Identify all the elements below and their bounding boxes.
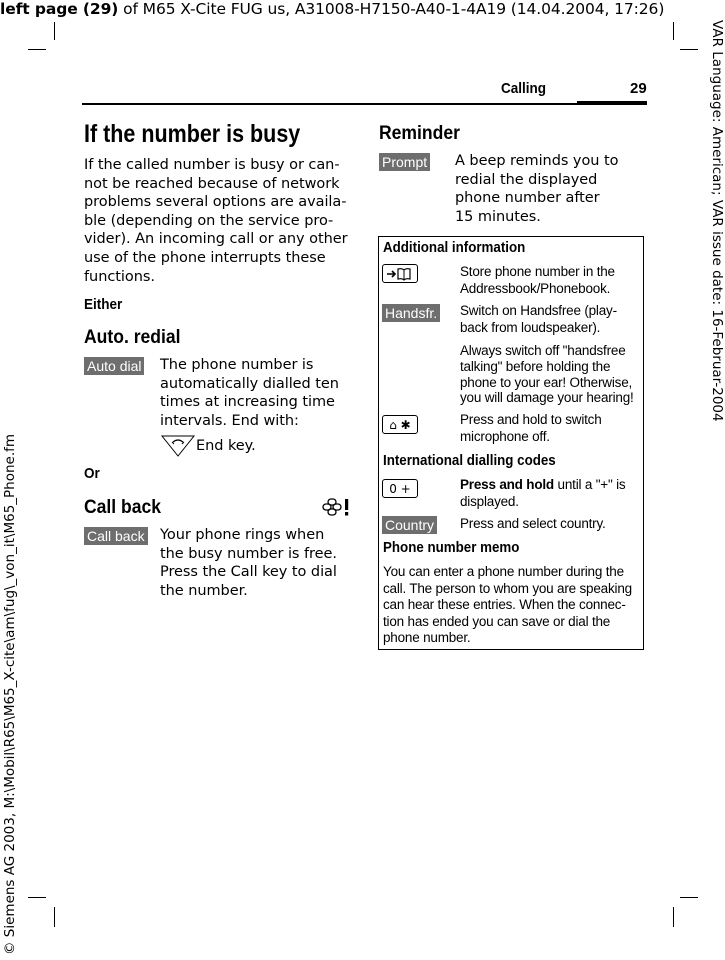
zero-plus-glyph: 0 + bbox=[389, 481, 411, 496]
end-key-icon bbox=[160, 434, 196, 458]
reminder-line: redial the displayed bbox=[455, 171, 598, 188]
memo-line: You can enter a phone number during the bbox=[383, 564, 624, 579]
handsfree-softkey bbox=[382, 303, 440, 322]
auto-dial-softkey bbox=[84, 356, 144, 375]
section-heading-busy: If the number is busy bbox=[84, 120, 301, 148]
print-meta-prefix: left page (29) bbox=[0, 0, 119, 18]
auto-redial-line: times at increasing time bbox=[160, 394, 335, 411]
auto-redial-heading: Auto. redial bbox=[84, 326, 181, 348]
info-line: microphone off. bbox=[460, 428, 550, 444]
header-rule-accent bbox=[577, 101, 647, 105]
prompt-softkey bbox=[379, 152, 430, 171]
memo-line: can hear these entries. When the connec- bbox=[383, 597, 626, 612]
intro-line: ble (depending on the service pro- bbox=[84, 212, 334, 229]
intro-paragraph bbox=[84, 156, 354, 286]
info-line bbox=[460, 477, 642, 494]
warning-line: phone to your ear! Otherwise, bbox=[460, 374, 633, 390]
crop-mark bbox=[680, 49, 698, 50]
zero-plus-key-icon bbox=[382, 479, 418, 498]
reminder-line: A beep reminds you to bbox=[455, 153, 619, 169]
memo-text bbox=[383, 564, 641, 647]
or-label: Or bbox=[84, 465, 100, 482]
running-header-title: Calling bbox=[501, 80, 547, 97]
prompt-softkey-label: Prompt bbox=[379, 153, 430, 171]
intro-line: use of the phone interrupts these bbox=[84, 249, 326, 266]
crop-mark bbox=[680, 897, 698, 898]
call-back-softkey bbox=[84, 526, 148, 545]
country-softkey bbox=[382, 515, 437, 534]
info-line: Switch on Handsfree (play- bbox=[460, 303, 617, 318]
memo-line: phone number. bbox=[383, 630, 471, 645]
call-back-line: the busy number is free. bbox=[160, 545, 337, 562]
intro-line: If the called number is busy or can- bbox=[84, 157, 340, 173]
header-rule bbox=[82, 103, 647, 105]
country-softkey-label: Country bbox=[382, 516, 437, 534]
crop-mark bbox=[673, 907, 674, 927]
country-text: Press and select country. bbox=[460, 516, 606, 531]
either-label: Either bbox=[84, 296, 123, 313]
memo-title: Phone number memo bbox=[383, 540, 520, 556]
crop-mark bbox=[673, 22, 674, 40]
crop-mark bbox=[54, 22, 55, 40]
info-line: Press and hold to switch bbox=[460, 412, 602, 427]
print-meta-line bbox=[0, 0, 664, 18]
reminder-line: 15 minutes. bbox=[455, 208, 541, 225]
intro-line: vider). An incoming call or any other bbox=[84, 231, 348, 248]
print-meta-rest: of M65 X-Cite FUG us, A31008-H7150-A40-1-4A19 (14.04.2004, 17:26) bbox=[118, 0, 665, 18]
reminder-text bbox=[455, 152, 645, 226]
auto-redial-line: The phone number is bbox=[160, 357, 314, 373]
reminder-heading: Reminder bbox=[379, 122, 460, 144]
var-language-text: VAR Language: American; VAR issue date: 16-Februar-2004 bbox=[709, 20, 725, 422]
info-line: Addressbook/Phonebook. bbox=[460, 280, 611, 296]
mic-off-text bbox=[460, 412, 642, 445]
info-line: Store phone number in the bbox=[460, 264, 615, 279]
memo-line: call. The person to whom you are speaking bbox=[383, 580, 632, 596]
end-key-label: End key. bbox=[196, 437, 256, 454]
intro-line: not be reached because of network bbox=[84, 175, 340, 192]
zero-key-rest: until a "+" is bbox=[553, 477, 626, 492]
warning-line: you will damage your hearing! bbox=[460, 390, 634, 406]
auto-redial-line: automatically dialled ten bbox=[160, 375, 339, 392]
call-back-text bbox=[160, 526, 360, 600]
zero-key-text bbox=[460, 477, 642, 510]
call-back-softkey-label: Call back bbox=[84, 527, 148, 545]
handsfree-softkey-label: Handsfr. bbox=[382, 304, 440, 322]
zero-key-bold: Press and hold bbox=[460, 477, 554, 492]
additional-info-title: Additional information bbox=[383, 240, 526, 256]
info-line: displayed. bbox=[460, 493, 519, 509]
store-number-text bbox=[460, 264, 642, 297]
star-key-glyph: ⌂ ✱ bbox=[389, 417, 411, 432]
crop-mark bbox=[28, 49, 46, 50]
call-back-heading: Call back bbox=[84, 496, 162, 518]
call-back-line: Your phone rings when bbox=[160, 527, 325, 543]
handsfree-warning bbox=[460, 343, 642, 406]
crop-mark bbox=[54, 907, 55, 927]
reminder-line: phone number after bbox=[455, 190, 600, 207]
network-service-icon bbox=[322, 497, 352, 523]
page-number: 29 bbox=[630, 80, 647, 97]
auto-dial-softkey-label: Auto dial bbox=[84, 357, 144, 375]
info-line: back from loudspeaker). bbox=[460, 319, 601, 335]
end-key-instruction bbox=[160, 434, 256, 458]
call-back-line: Press the Call key to dial bbox=[160, 564, 337, 581]
file-path-note bbox=[0, 0, 20, 960]
warning-line: Always switch off "handsfree bbox=[460, 343, 626, 358]
warning-line: talking" before holding the bbox=[460, 358, 611, 374]
star-key-icon bbox=[382, 415, 418, 434]
phonebook-arrow-icon bbox=[382, 264, 418, 283]
auto-redial-line: intervals. End with: bbox=[160, 412, 299, 429]
intl-codes-title: International dialling codes bbox=[383, 453, 556, 469]
intro-line: problems several options are availa- bbox=[84, 194, 347, 211]
memo-line: tion has ended you can save or dial the bbox=[383, 613, 611, 629]
file-path-text: © Siemens AG 2003, M:\Mobil\R65\M65_X-cite\am\fug\_von_it\M65_Phone.fm bbox=[2, 433, 18, 955]
crop-mark bbox=[28, 897, 46, 898]
auto-redial-text bbox=[160, 356, 360, 430]
call-back-line: the number. bbox=[160, 582, 248, 599]
intro-line: functions. bbox=[84, 268, 155, 285]
handsfree-text bbox=[460, 303, 642, 336]
var-language-note bbox=[705, 20, 725, 940]
